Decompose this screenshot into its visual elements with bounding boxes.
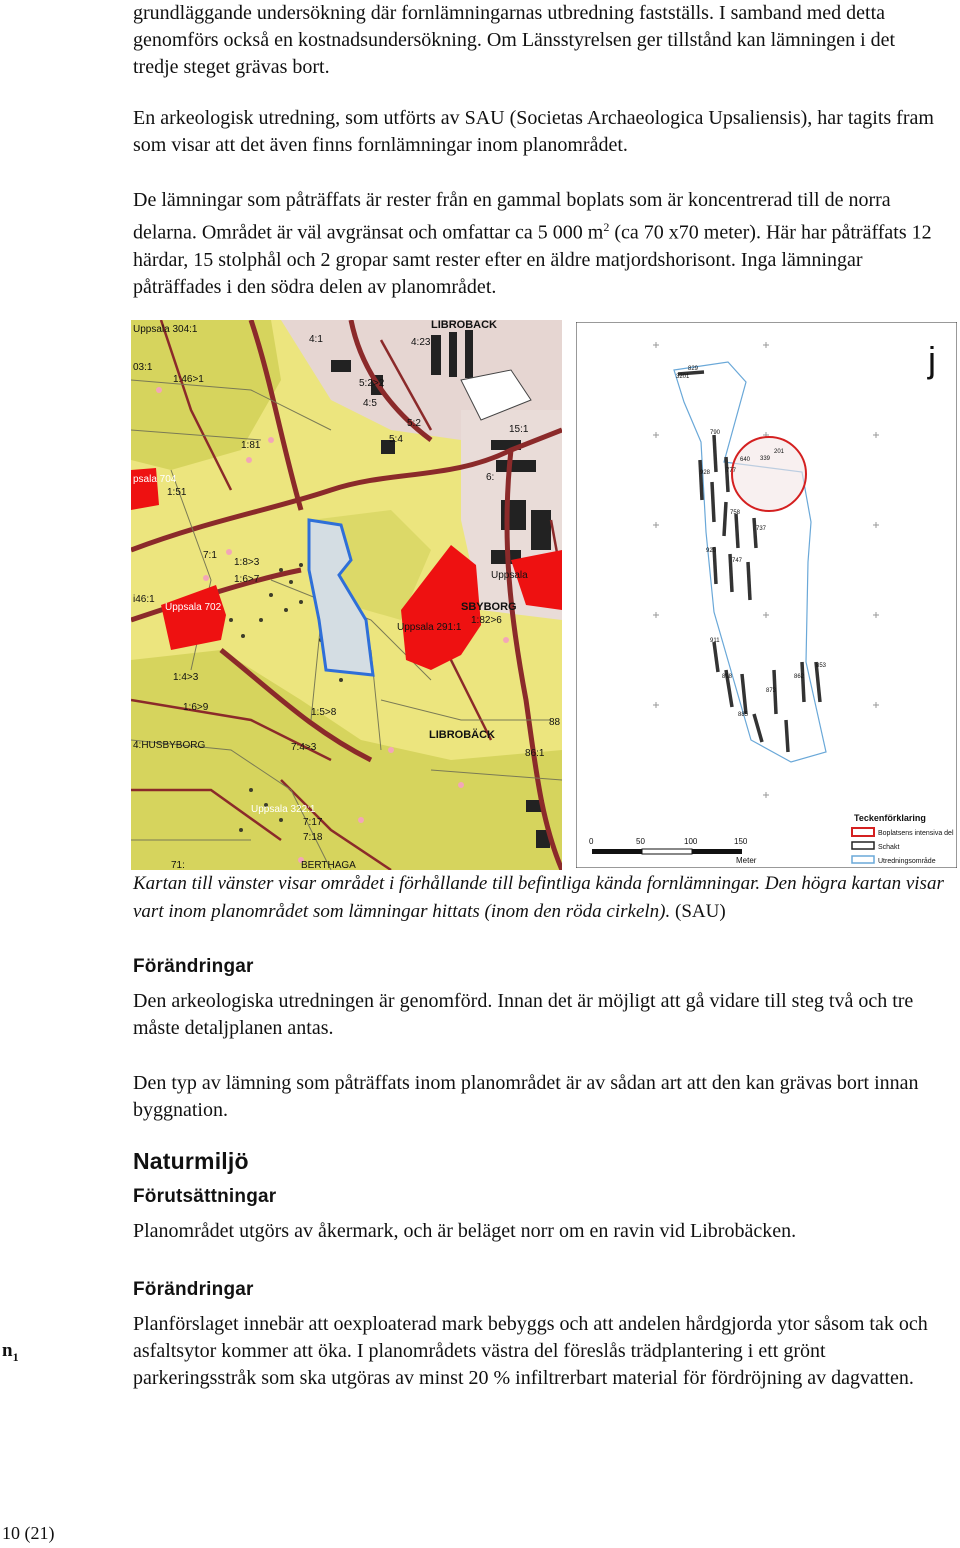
map-label: 1:6>9 [183,702,209,713]
legend-label: Schakt [878,844,900,851]
margin-note-letter: n [2,1340,13,1361]
map-label: 7:18 [303,832,323,843]
map-label: Uppsala [491,570,528,581]
excavation-plan-map [576,322,957,868]
map-label: 15:1 [509,424,529,435]
map-label: 1:4>3 [173,672,199,683]
map-label: 4:1 [309,334,323,345]
findings-paragraph [133,187,945,301]
map-label: 1:46>1 [173,374,204,385]
intro-paragraph: grundläggande undersökning där fornlämningarnas utbredning fastställs. I samband med detta genomförs också en kostnadsundersökning. Om Länsstyrelsen ger tillstånd kan lämningen i det tredje steget grävas bort. [133,2,896,78]
map-label: 5:2 [407,418,421,429]
trench-number: 201 [774,449,785,455]
removal-paragraph: Den typ av lämning som påträffats inom planområdet är av sådan art att den kan grävas bort innan byggnation. [133,1072,919,1121]
trench-number: 898 [722,674,733,680]
scale-tick: 150 [734,837,748,846]
map-label: BERTHAGA [301,860,356,870]
map-label: 7:4>3 [291,742,317,753]
map-label: 4:23 [411,337,431,348]
scale-tick: 100 [684,837,698,846]
map-label: 1:51 [167,487,187,498]
caption-text: Kartan till vänster visar området i förhållande till befintliga kända fornlämningar. Den högra kartan visar vart inom planområdet som lämningar hittats (inom den röda cirkeln). [133,873,944,922]
scale-tick: 0 [589,837,594,846]
trench-number: 862 [794,674,805,680]
section-heading-forandringar: Förändringar [133,956,254,977]
map-label: Uppsala 702 [165,602,222,613]
trench-number: 873 [766,688,777,694]
survey-paragraph: En arkeologisk utredning, som utförts av SAU (Societas Archaeologica Upsaliensis), har tagits fram som visar att det även finns fornlämningar inom planområdet. [133,107,934,156]
trench-number: 920 [706,548,717,554]
ancient-remains-map [131,320,562,870]
trench-number: 829 [688,366,699,372]
map-label: 1:5>8 [311,707,337,718]
scale-tick: 50 [636,837,645,846]
section-heading-forandringar-2: Förändringar [133,1279,254,1300]
legend-title: Teckenförklaring [854,813,926,823]
map-label: LIBROBACK [431,320,497,331]
trench-number: 885 [738,712,749,718]
settlement-core-circle [732,437,806,511]
legend-label: Boplatsens intensiva del [878,830,954,837]
findings-text-a: De lämningar som påträffats är rester från en gammal boplats som är koncentrerad till de norra delarna. Området är väl avgränsat och omfattar ca 5 000 m [133,189,891,244]
map-label: SBYBORG [461,601,517,613]
map-label: 5:4 [389,434,403,445]
map-label: i46:1 [133,594,155,605]
map-label: 6: [486,472,495,483]
scale-segment [642,849,692,854]
map-label: 71: [171,860,185,870]
trench-number: 339 [760,456,771,462]
trench-number: 737 [756,526,767,532]
map-label: 4:5 [363,398,377,409]
scale-unit: Meter [736,856,757,865]
map-label: 03:1 [133,362,153,373]
changes-paragraph: Den arkeologiska utredningen är genomförd. Innan det är möjligt att gå vidare till steg två och tre måste detaljplanen antas. [133,990,914,1039]
findings-text-b: (ca 70 x70 meter). Här har påträffats 12 härdar, 15 stolphål och 2 gropar samt rester efter en äldre matjordshorisont. Inga lämningar påträffades i den södra delen av planområdet. [133,221,932,298]
map-label: 1:6>7 [234,574,260,585]
map-label: Uppsala 322:1 [251,804,316,815]
map-label: 7:1 [203,550,217,561]
legend-swatch-trench [852,842,874,849]
trench-number: 747 [732,558,743,564]
map-label: 5:2>2 [359,378,385,389]
proposal-paragraph: Planförslaget innebär att oexploaterad mark bebyggs och att andelen hårdgjorda ytor såsom tak och asfaltsytor kommer att öka. I planområdets västra del föreslås trädplantering i ett grönt parkeringsstråk som ska utgöras av minst 20 % infiltrerbart material för fördröjning av dagvatten. [133,1313,928,1389]
map-label: Uppsala 304:1 [133,324,198,335]
page-number: 10 (21) [2,1523,55,1543]
trench-number: 911 [710,638,720,644]
trench-number: 790 [710,430,721,436]
figure-caption [133,870,945,926]
margin-note-sub: 1 [12,1349,19,1364]
trench-number: 640 [740,457,751,463]
map-label: 86:1 [525,748,545,759]
map-label: 1:82>6 [471,615,502,626]
scale-segment [692,849,742,854]
trench-number: 853 [816,663,827,669]
section-heading-forutsattningar: Förutsättningar [133,1186,277,1207]
trench-number: 3201 [676,374,690,380]
legend-swatch-settlement [852,828,874,836]
legend-swatch-area [852,856,874,863]
trench-number: 928 [700,470,711,476]
trench-number: 758 [730,510,741,516]
caption-credit: (SAU) [675,901,726,922]
map-label: Uppsala 291:1 [397,622,462,633]
legend-label: Utredningsområde [878,858,936,865]
map-label: 4:HUSBYBORG [133,740,206,751]
section-heading-naturmiljo: Naturmiljö [133,1148,249,1174]
scale-segment [592,849,642,854]
map-label: 1:81 [241,440,261,451]
margin-note [2,1340,19,1365]
area-superscript: 2 [603,220,610,234]
map-label: 7:17 [303,817,323,828]
conditions-paragraph: Planområdet utgörs av åkermark, och är beläget norr om en ravin vid Librobäcken. [133,1220,797,1242]
map-label: 1:8>3 [234,557,260,568]
plan-frame [576,322,957,868]
north-arrow-icon: j [928,339,936,380]
trench-number: 777 [726,468,737,474]
map-label: psala 704 [133,474,177,485]
map-label: LIBROBÄCK [429,729,495,741]
map-label: 88 [549,717,561,728]
